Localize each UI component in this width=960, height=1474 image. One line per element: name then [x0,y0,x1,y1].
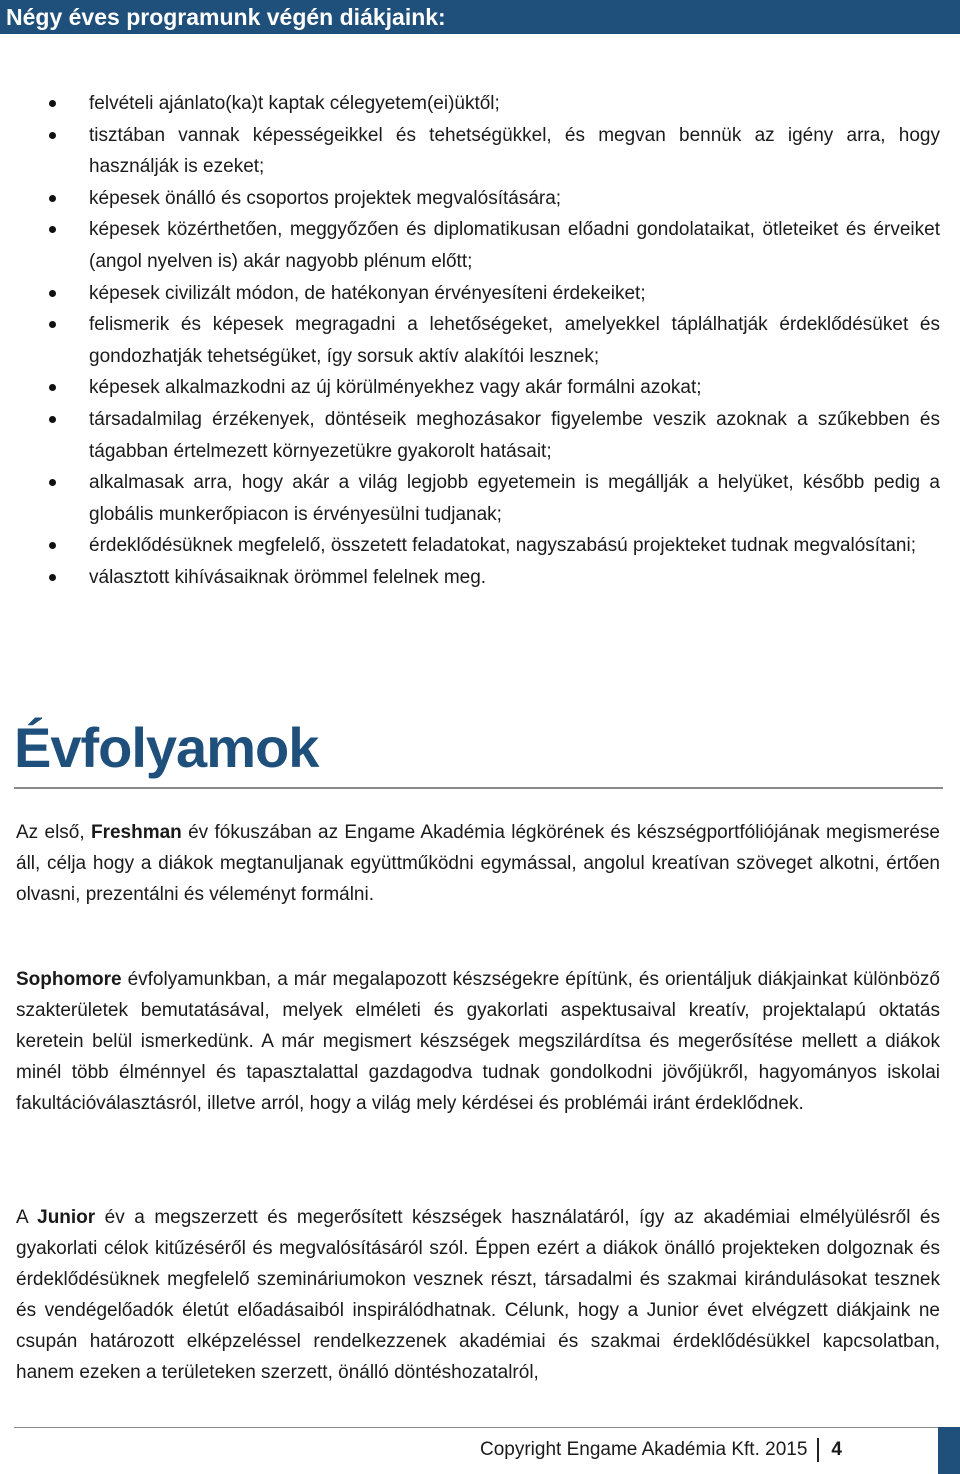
list-item [0,214,960,277]
paragraph-text: A [16,1207,38,1228]
paragraph-text: év a megszerzett és megerősített készségek használatáról, így az akadémiai elmélyülésről és gyakorlati célok kitűzéséről és megvalósításáról szól. Éppen ezért a diákok önálló projekteken dolgoznak és érdeklődésüknek megfelelő szemináriumokon vesznek részt, társadalmi és szakmai kirándulásokat tesznek és vendégelőadók életút előadásaiból inspirálódhatnak. Célunk, hogy a Junior évet elvégzett diákjaink ne csupán határozott elképzeléssel rendelkezzenek akadémiai és szakmai érdeklődésükkel kapcsolatban, hanem ezeken a területeken szerzett, önálló döntéshozatalról, [16,1207,940,1383]
list-item-text: társadalmilag érzékenyek, döntéseik meghozásakor figyelembe veszik azoknak a szűkebben és tágabban értelmezett környezetükre gyakorolt hatásait; [89,408,940,462]
footer-divider [14,1427,943,1428]
junior-paragraph [16,1202,940,1388]
list-item [0,278,960,310]
freshman-term: Freshman [90,822,182,843]
list-item [0,120,960,183]
junior-term: Junior [37,1207,96,1228]
list-item-text: alkalmasak arra, hogy akár a világ legjobb egyetemein is megállják a helyüket, később pedig a globális munkerőpiacon is érvényesülni tudjanak; [89,472,940,525]
page-number: 4 [831,1439,842,1460]
paragraph-text: évfolyamunkban, a már megalapozott készségekre építünk, és orientáljuk diákjainkat különböző szakterületek bemutatásával, melyek elméleti és gyakorlati aspektusaival kreatív, projektalapú oktatás keretein belül ismerkedünk. A már megismert készségek megszilárdítsa és megerősítése mellett a diákok minél több élménnyel és tapasztalattal gazdagodva tudnak gondolkodni jövőjükről, hagyományos iskolai fakultációválasztásról, illetve arról, hogy a világ mely kérdései és problémái iránt érdeklődnek. [16,969,940,1114]
list-item-text: felvételi ajánlato(ka)t kaptak célegyetem(ei)üktől; [89,93,500,114]
list-item [0,88,960,120]
bullet-icon [49,290,56,297]
page-footer [480,1434,842,1466]
paragraph-text: Az első, [16,822,91,843]
list-item [0,530,960,562]
list-item-text: választott kihívásaiknak örömmel felelnek meg. [89,566,487,588]
copyright-text: Copyright Engame Akadémia Kft. 2015 [480,1439,808,1460]
list-item-text: felismerik és képesek megragadni a lehetőségeket, amelyekkel táplálhatják érdeklődésüket és gondozhatják tehetségüket, így sorsuk aktív alakítói lesznek; [89,314,940,367]
list-item [0,372,960,404]
paragraph-text: év fókuszában az Engame Akadémia légkörének és készségportfóliójának megismerése áll, célja hogy a diákok megtanuljanak együttműködni egymással, angolul kreatívan szöveget alkotni, értően olvasni, prezentálni és véleményt formálni. [16,822,940,905]
sophomore-paragraph [16,964,940,1119]
outcomes-list [0,88,960,594]
corner-accent [938,1427,960,1474]
sophomore-term: Sophomore [16,969,122,990]
list-item [0,309,960,372]
list-item-text: képesek önálló és csoportos projektek megvalósítására; [89,187,562,209]
list-item [0,467,960,530]
list-item-text: érdeklődésüknek megfelelő, összetett feladatokat, nagyszabású projekteket tudnak megvalósítani; [89,535,917,557]
bullet-icon [49,226,56,233]
list-item-text: képesek civilizált módon, de hatékonyan érvényesíteni érdekeiket; [89,282,646,304]
freshman-paragraph [16,817,940,910]
list-item-text: képesek közérthetően, meggyőzően és diplomatikusan előadni gondolataikat, ötleteiket és érveiket (angol nyelven is) akár nagyobb plénum előtt; [89,219,940,272]
list-item [0,404,960,467]
list-item-text: tisztában vannak képességeikkel és tehetségükkel, és megvan bennük az igény arra, hogy használják is ezeket; [89,124,940,178]
bullet-icon [49,195,56,202]
bullet-icon [49,384,56,391]
list-item [0,562,960,594]
heading-divider [14,787,943,789]
list-item-text: képesek alkalmazkodni az új körülményekhez vagy akár formálni azokat; [89,377,702,399]
main-heading: Évfolyamok [14,716,319,779]
bullet-icon [49,574,56,581]
bullet-icon [49,479,56,486]
bullet-icon [49,132,56,139]
section-heading: Négy éves programunk végén diákjaink: [0,0,960,34]
bullet-icon [49,321,56,328]
bullet-icon [49,416,56,423]
bullet-icon [49,542,56,549]
bullet-icon [49,100,56,107]
list-item [0,183,960,215]
footer-separator [817,1438,819,1462]
